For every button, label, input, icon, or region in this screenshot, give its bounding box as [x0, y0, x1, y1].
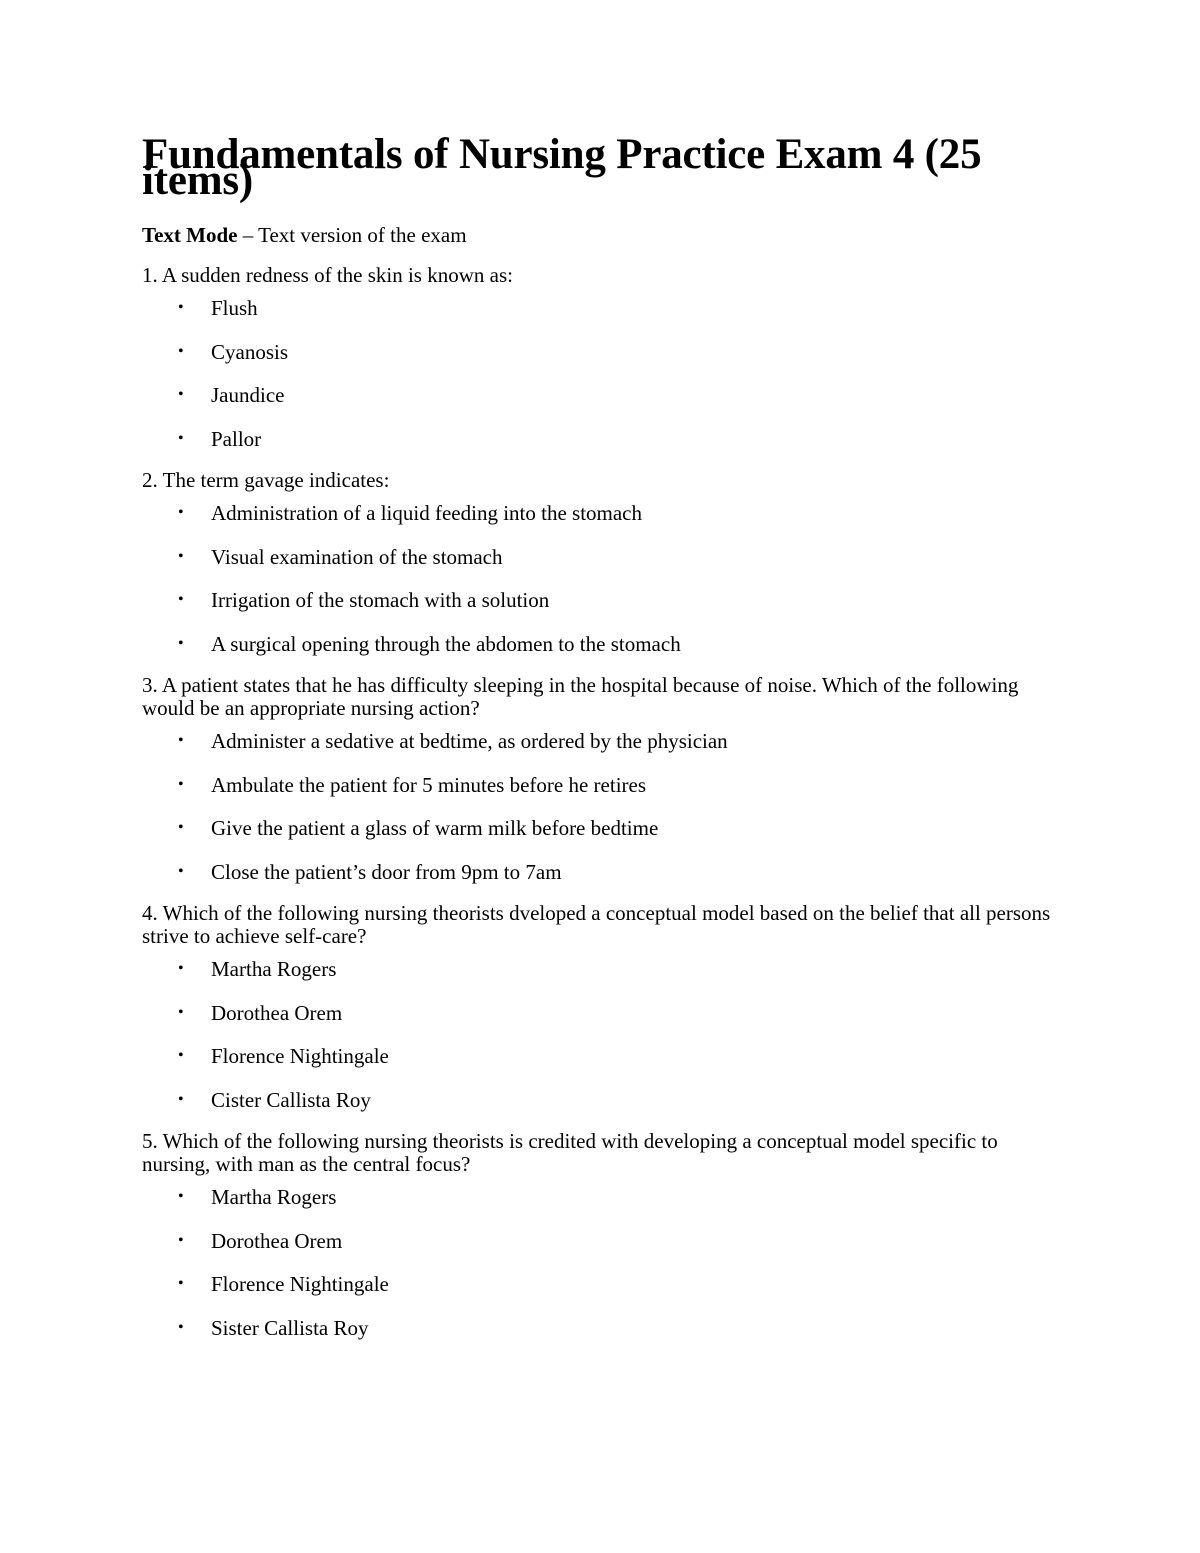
question-1: 1. A sudden redness of the skin is known as:: [142, 263, 513, 287]
mode-separator: –: [237, 223, 259, 247]
option-text: Cister Callista Roy: [211, 1087, 371, 1112]
bullet-icon: •: [178, 1188, 184, 1205]
option-item[interactable]: [142, 500, 1062, 526]
option-item[interactable]: [142, 815, 1062, 841]
question-1-options: [142, 295, 1062, 452]
option-item[interactable]: [142, 295, 1062, 321]
bullet-icon: •: [178, 1275, 184, 1292]
bullet-icon: •: [178, 1003, 184, 1021]
question-5: 5. Which of the following nursing theorists is credited with developing a conceptual model specific to nursing, with man as the central focus?: [142, 1129, 998, 1176]
option-text: Cyanosis: [211, 339, 289, 364]
option-item[interactable]: [142, 631, 1062, 657]
option-text: Flush: [211, 296, 258, 320]
bullet-icon: •: [178, 775, 184, 793]
option-text: Florence Nightingale: [211, 1272, 389, 1296]
bullet-icon: •: [178, 299, 184, 316]
mode-description: Text version of the exam: [258, 223, 467, 247]
option-text: Sister Callista Roy: [211, 1315, 369, 1340]
option-item[interactable]: [142, 339, 1062, 365]
option-item[interactable]: [142, 772, 1062, 798]
option-text: Administration of a liquid feeding into the stomach: [211, 501, 643, 525]
bullet-icon: •: [178, 429, 184, 447]
bullet-icon: •: [178, 634, 184, 652]
option-text: Jaundice: [211, 383, 285, 407]
option-text: Florence Nightingale: [211, 1044, 389, 1068]
question-3-options: [142, 728, 1062, 885]
option-text: Martha Rogers: [211, 1185, 337, 1209]
bullet-icon: •: [178, 819, 184, 836]
question-4-options: [142, 956, 1062, 1113]
question-2-options: [142, 500, 1062, 657]
option-item[interactable]: [142, 587, 1062, 613]
bullet-icon: •: [178, 960, 184, 977]
option-text: A surgical opening through the abdomen to the stomach: [211, 631, 681, 656]
option-text: Administer a sedative at bedtime, as ordered by the physician: [211, 729, 728, 753]
mode-line: [142, 222, 1062, 248]
bullet-icon: •: [178, 547, 184, 565]
option-item[interactable]: [142, 1228, 1062, 1254]
document-page: [142, 132, 1062, 1358]
option-item[interactable]: [142, 382, 1062, 408]
bullet-icon: •: [178, 1047, 184, 1064]
option-item[interactable]: [142, 1043, 1062, 1069]
option-text: Give the patient a glass of warm milk before bedtime: [211, 816, 659, 840]
option-item[interactable]: [142, 1271, 1062, 1297]
option-text: Close the patient’s door from 9pm to 7am: [211, 859, 562, 884]
question-3: 3. A patient states that he has difficulty sleeping in the hospital because of noise. Which of the following would be an appropriate nursing action?: [142, 673, 1019, 720]
question-5-options: [142, 1184, 1062, 1341]
option-text: Irrigation of the stomach with a solution: [211, 588, 550, 612]
bullet-icon: •: [178, 591, 184, 608]
option-text: Visual examination of the stomach: [211, 544, 503, 569]
bullet-icon: •: [178, 732, 184, 749]
bullet-icon: •: [178, 1231, 184, 1249]
question-4: 4. Which of the following nursing theorists dveloped a conceptual model based on the belief that all persons strive to achieve self-care?: [142, 901, 1051, 948]
bullet-icon: •: [178, 386, 184, 403]
bullet-icon: •: [178, 342, 184, 360]
bullet-icon: •: [178, 862, 184, 880]
option-item[interactable]: [142, 1184, 1062, 1210]
option-item[interactable]: [142, 1087, 1062, 1113]
option-text: Pallor: [211, 426, 262, 451]
option-item[interactable]: [142, 1315, 1062, 1341]
mode-label: Text Mode: [142, 223, 238, 247]
option-item[interactable]: [142, 1000, 1062, 1026]
option-text: Dorothea Orem: [211, 1000, 343, 1025]
option-item[interactable]: [142, 956, 1062, 982]
question-2: 2. The term gavage indicates:: [142, 468, 390, 492]
bullet-icon: •: [178, 504, 184, 521]
option-item[interactable]: [142, 728, 1062, 754]
option-text: Dorothea Orem: [211, 1228, 343, 1253]
option-item[interactable]: [142, 859, 1062, 885]
option-item[interactable]: [142, 426, 1062, 452]
option-text: Ambulate the patient for 5 minutes before he retires: [211, 772, 647, 797]
option-text: Martha Rogers: [211, 957, 337, 981]
option-item[interactable]: [142, 544, 1062, 570]
page-title: Fundamentals of Nursing Practice Exam 4 (25 items): [142, 131, 982, 204]
bullet-icon: •: [178, 1318, 184, 1336]
bullet-icon: •: [178, 1090, 184, 1108]
